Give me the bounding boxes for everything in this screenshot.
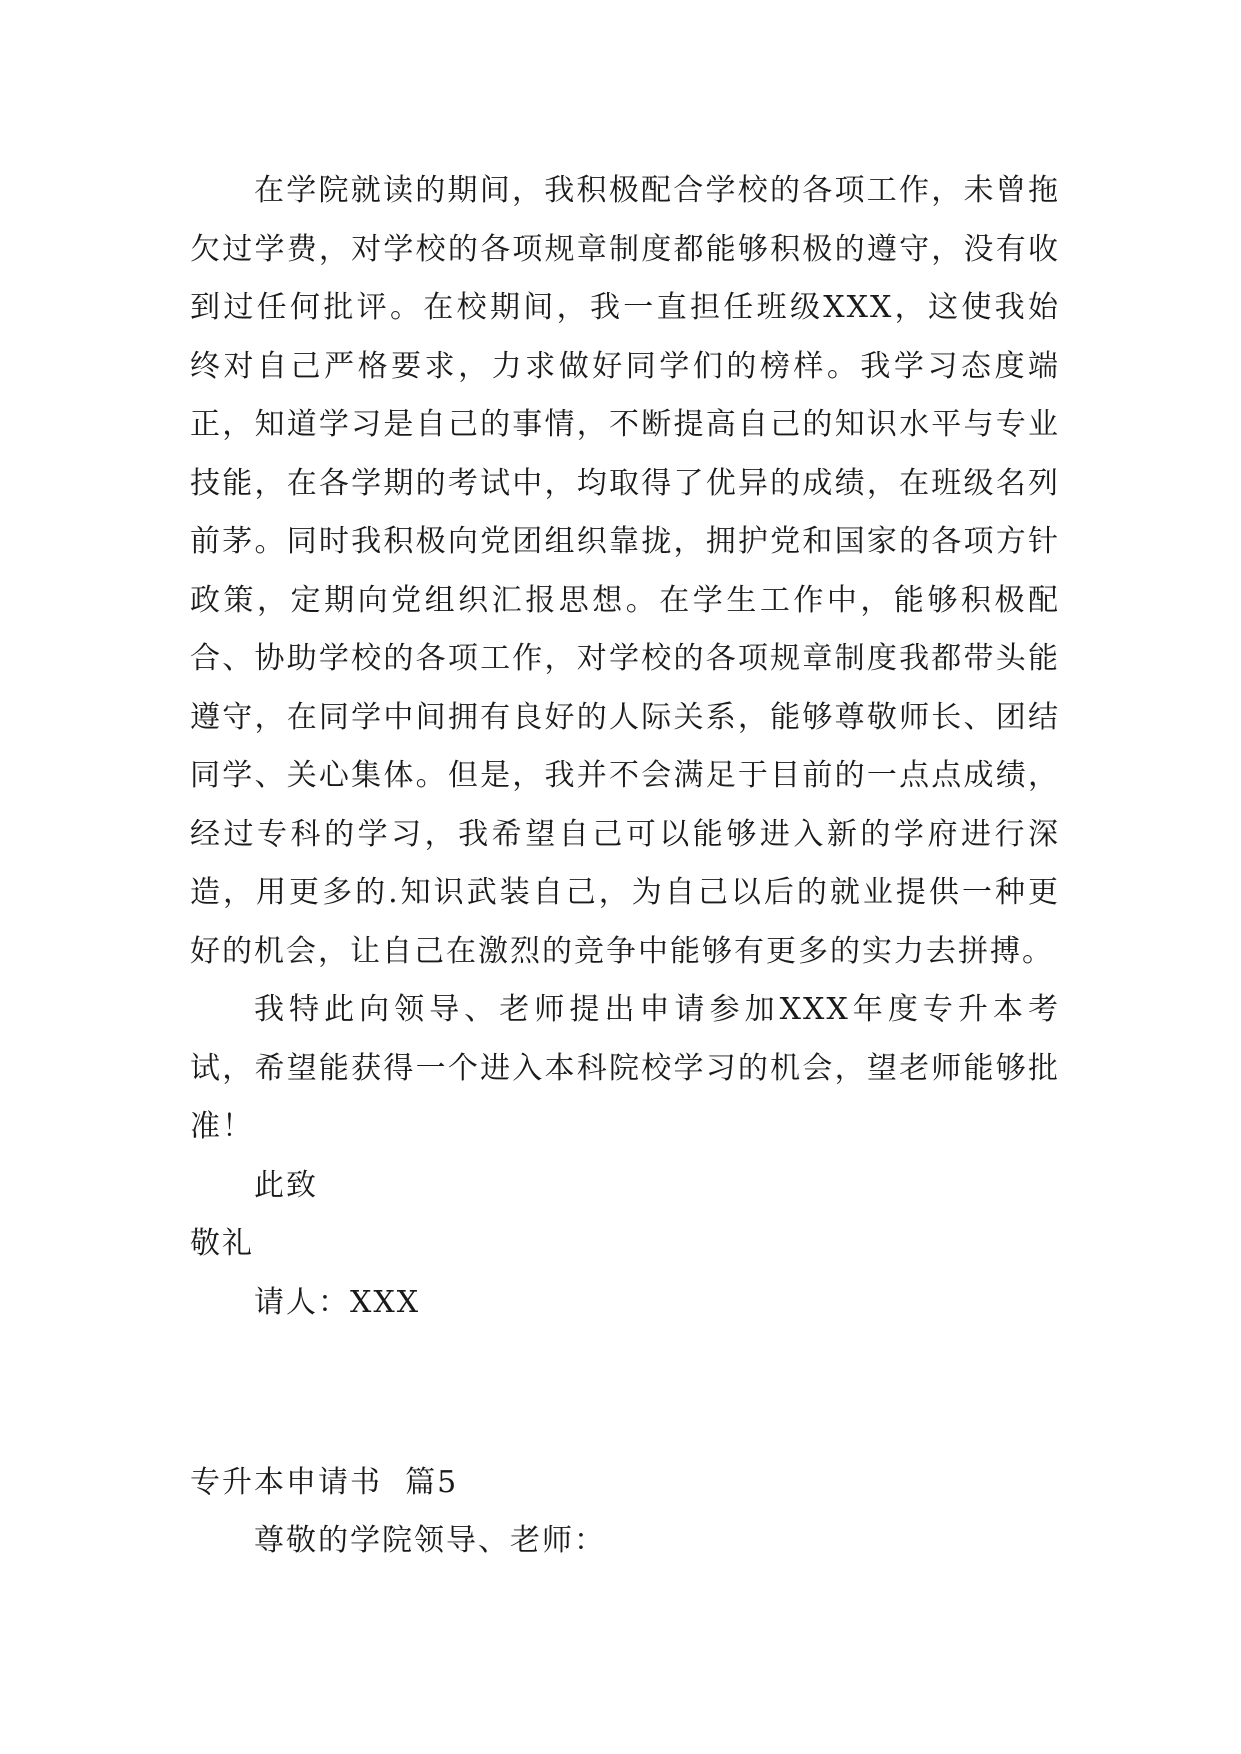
paragraph-1: 在学院就读的期间，我积极配合学校的各项工作，未曾拖欠过学费，对学校的各项规章制度都能够积极的遵守，没有收到过任何批评。在校期间，我一直担任班级XXX，这使我始终对自己严格要求，力求做好同学们的榜样。我学习态度端正，知道学习是自己的事情，不断提高自己的知识水平与专业技能，在各学期的考试中，均取得了优异的成绩，在班级名列前茅。同时我积极向党团组织靠拢，拥护党和国家的各项方针政策，定期向党组织汇报思想。在学生工作中，能够积极配合、协助学校的各项工作，对学校的各项规章制度我都带头能遵守，在同学中间拥有良好的人际关系，能够尊敬师长、团结同学、关心集体。但是，我并不会满足于目前的一点点成绩，经过专科的学习，我希望自己可以能够进入新的学府进行深造，用更多的.知识武装自己，为自己以后的就业提供一种更好的机会，让自己在激烈的竞争中能够有更多的实力去拼搏。 bbox=[190, 173, 1060, 969]
letter-body bbox=[190, 162, 1060, 1332]
section-title: 专升本申请书 篇5 bbox=[190, 1465, 459, 1500]
signature-line: 请人：XXX bbox=[254, 1284, 421, 1320]
closing-line: 此致 bbox=[254, 1167, 318, 1203]
paragraph-2: 我特此向领导、老师提出申请参加XXX年度专升本考试，希望能获得一个进入本科院校学习的机会，望老师能够批准！ bbox=[190, 992, 1060, 1144]
section-salutation: 尊敬的学院领导、老师： bbox=[254, 1523, 606, 1558]
regards-line: 敬礼 bbox=[190, 1226, 254, 1261]
